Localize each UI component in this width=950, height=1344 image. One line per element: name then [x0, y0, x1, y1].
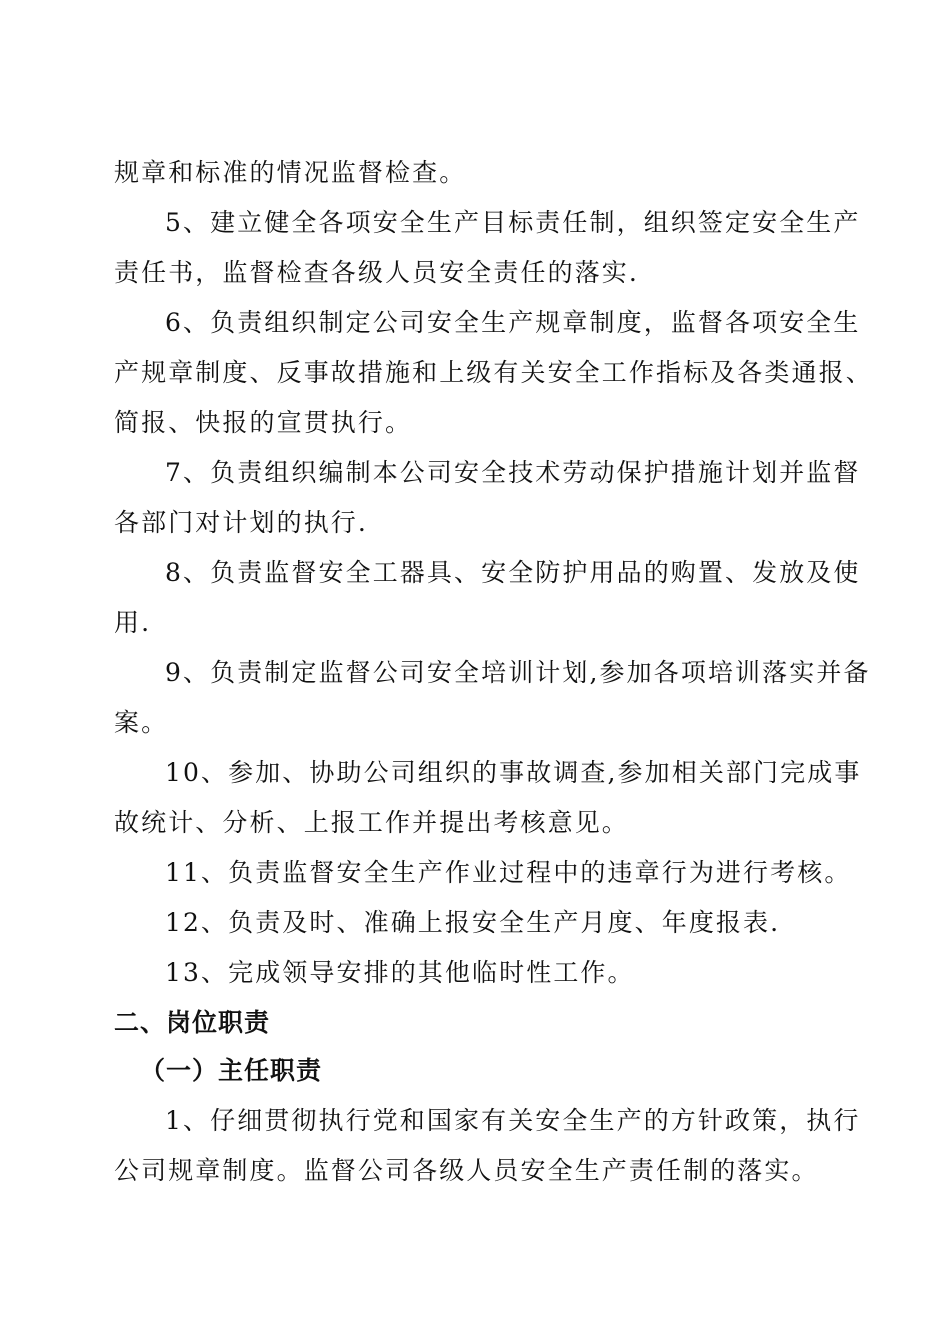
text-line-7: 7、负责组织编制本公司安全技术劳动保护措施计划并监督: [165, 458, 861, 487]
text-line-12: 案。: [114, 708, 169, 737]
subsection-heading: （一）主任职责: [140, 1056, 323, 1085]
text-line-9: 8、负责监督安全工器具、安全防护用品的购置、发放及使: [165, 558, 861, 587]
text-line-14: 故统计、分析、上报工作并提出考核意见。: [114, 808, 629, 837]
text-line-5: 产规章制度、反事故措施和上级有关安全工作指标及各类通报、: [114, 358, 873, 387]
text-line-4: 6、负责组织制定公司安全生产规章制度，监督各项安全生: [165, 308, 861, 337]
text-line-16: 12、负责及时、准确上报安全生产月度、年度报表.: [165, 908, 781, 937]
text-line-8: 各部门对计划的执行.: [114, 508, 368, 537]
text-line-15: 11、负责监督安全生产作业过程中的违章行为进行考核。: [165, 858, 852, 887]
text-line-10: 用.: [114, 608, 152, 637]
text-line-3: 责任书，监督检查各级人员安全责任的落实.: [114, 258, 639, 287]
text-line-1: 规章和标准的情况监督检查。: [114, 158, 467, 187]
text-line-11: 9、负责制定监督公司安全培训计划,参加各项培训落实并备: [165, 658, 871, 687]
text-line-20: 1、仔细贯彻执行党和国家有关安全生产的方针政策，执行: [165, 1106, 861, 1135]
section-heading: 二、岗位职责: [114, 1008, 271, 1037]
text-line-6: 简报、快报的宣贯执行。: [114, 408, 413, 437]
text-line-17: 13、完成领导安排的其他临时性工作。: [165, 958, 635, 987]
text-line-21: 公司规章制度。监督公司各级人员安全生产责任制的落实。: [114, 1156, 819, 1185]
text-line-2: 5、建立健全各项安全生产目标责任制，组织签定安全生产: [165, 208, 861, 237]
text-line-13: 10、参加、协助公司组织的事故调查,参加相关部门完成事: [165, 758, 862, 787]
